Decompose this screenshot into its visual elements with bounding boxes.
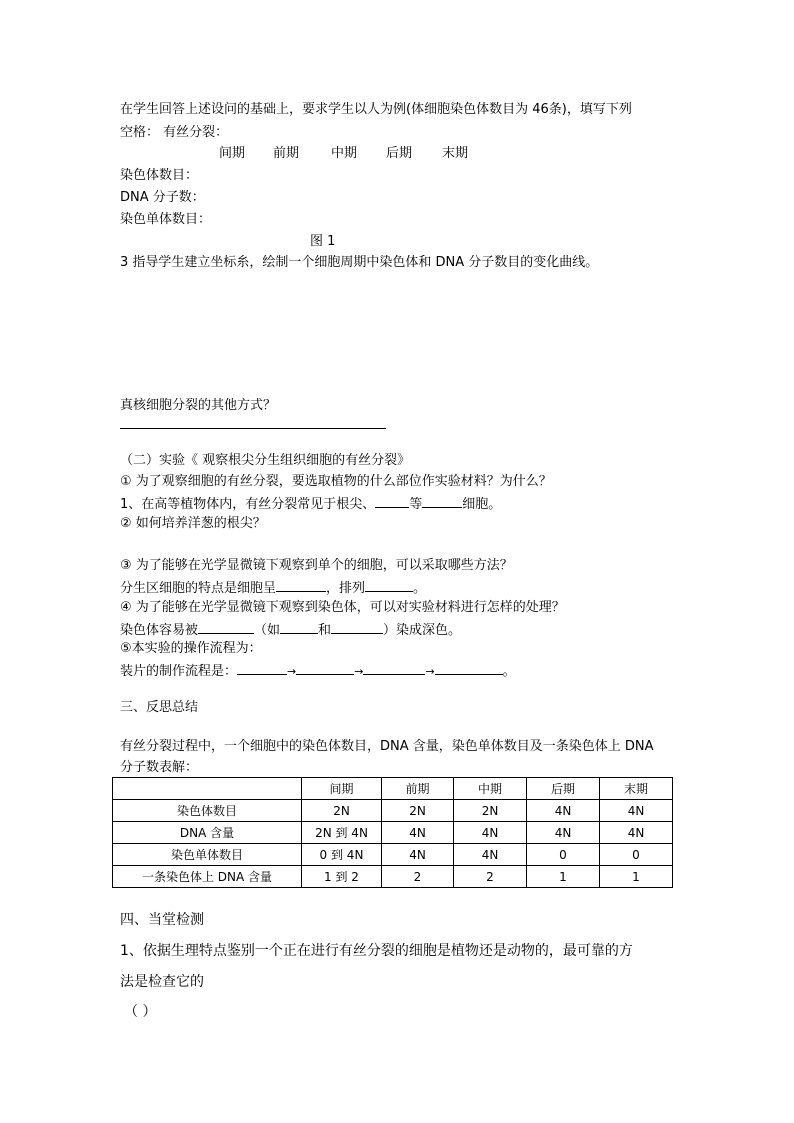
answer-line [120, 428, 386, 429]
table-header-cell: 后期 [527, 778, 600, 800]
answer-5-prefix: 装片的制作流程是： [120, 664, 238, 679]
flow-arrow: → [354, 665, 364, 678]
intro-line-2: 空格： 有丝分裂： [120, 125, 229, 140]
fill-blank[interactable] [375, 494, 409, 508]
table-cell: 0 [600, 844, 673, 866]
flow-arrow: → [425, 665, 435, 678]
table-cell: 4N [454, 822, 527, 844]
fill-blank[interactable] [276, 578, 326, 592]
row-header: 一条染色体上 DNA 含量 [113, 866, 302, 888]
step-3: 3 指导学生建立坐标糸，绘制一个细胞周期中染色体和 DNA 分子数目的变化曲线。 [120, 255, 599, 270]
fill-blank[interactable] [198, 620, 254, 634]
summary-line-1: 有丝分裂过程中，一个细胞中的染色体数目，DNA 含量，染色单体数目及一条染色体上 DNA [120, 739, 654, 754]
phase-label: 中期 [331, 146, 358, 161]
test-question-1-line-1: 1、依据生理特点鉴别一个正在进行有丝分裂的细胞是植物还是动物的，最可靠的方 [120, 943, 633, 959]
answer-1-prefix: 1、在高等植物体内，有丝分裂常见于根尖、 [120, 497, 376, 512]
table-cell: 4N [382, 844, 454, 866]
experiment-title: （二）实验《 观察根尖分生组织细胞的有丝分裂》 [120, 453, 411, 468]
flow-arrow: → [287, 665, 297, 678]
phase-label: 前期 [273, 146, 300, 161]
answer-4-mid2: 和 [318, 623, 332, 638]
summary-line-2: 分子数表解： [120, 760, 199, 775]
table-cell: 4N [527, 822, 600, 844]
fill-blank[interactable] [365, 578, 413, 592]
test-question-1-line-2: 法是检查它的 [120, 974, 204, 990]
table-header-cell [113, 778, 302, 800]
answer-5-suffix: 。 [502, 664, 516, 679]
table-cell: 1 [600, 866, 673, 888]
table-header-cell: 末期 [600, 778, 673, 800]
table-cell: 1 [527, 866, 600, 888]
answer-4-prefix: 染色体容易被 [120, 623, 199, 638]
question-4: ④ 为了能够在光学显微镜下观察到染色体，可以对实验材料进行怎样的处理？ [120, 600, 565, 615]
row-header: DNA 含量 [113, 822, 302, 844]
answer-1-suffix: 细胞。 [462, 497, 502, 512]
figure-label: 图 1 [310, 234, 336, 249]
row-header: 染色体数目 [113, 800, 302, 822]
table-cell: 4N [600, 800, 673, 822]
table-cell: 0 [527, 844, 600, 866]
answer-3-mid: ，排列 [326, 581, 366, 596]
table-cell: 2N [302, 800, 382, 822]
question-2: ② 如何培养洋葱的根尖？ [120, 516, 266, 531]
answer-3-prefix: 分生区细胞的特点是细胞呈 [120, 581, 277, 596]
fill-blank[interactable] [363, 661, 425, 675]
answer-4-suffix: ）染成深色。 [383, 623, 462, 638]
table-cell: 4N [382, 822, 454, 844]
table-header-cell: 间期 [302, 778, 382, 800]
table-header-cell: 前期 [382, 778, 454, 800]
table-cell: 2N [454, 800, 527, 822]
phase-label: 后期 [386, 146, 413, 161]
row-header: 染色单体数目 [113, 844, 302, 866]
answer-parentheses[interactable]: （ ） [124, 1004, 157, 1020]
fill-blank[interactable] [331, 620, 383, 634]
question-5: ⑤本实验的操作流程为： [120, 641, 262, 656]
phase-label: 末期 [442, 146, 469, 161]
table-row [113, 822, 673, 844]
answer-1-mid: 等 [409, 497, 423, 512]
fill-blank[interactable] [296, 661, 354, 675]
intro-line-1: 在学生回答上述设问的基础上，要求学生以人为例(体细胞染色体数目为 46条)，填写下列 [120, 102, 632, 117]
row-chromatid-label: 染色单体数目： [120, 212, 212, 227]
phase-label: 间期 [219, 146, 246, 161]
table-cell: 4N [600, 822, 673, 844]
answer-3-suffix: 。 [413, 581, 427, 596]
table-header-row [113, 778, 673, 800]
table-cell: 2N [382, 800, 454, 822]
table-cell: 2N 到 4N [302, 822, 382, 844]
table-cell: 2 [454, 866, 527, 888]
table-cell: 0 到 4N [302, 844, 382, 866]
table-cell: 2 [382, 866, 454, 888]
table-cell: 1 到 2 [302, 866, 382, 888]
section-3-title: 三、反思总结 [120, 700, 199, 715]
section-4-title: 四、当堂检测 [120, 912, 204, 928]
other-division-question: 真核细胞分裂的其他方式？ [120, 398, 277, 413]
row-dna-label: DNA 分子数： [120, 190, 205, 205]
table-row [113, 844, 673, 866]
row-chromosome-label: 染色体数目： [120, 168, 199, 183]
answer-4-mid1: （如 [254, 623, 281, 638]
fill-blank[interactable] [280, 620, 318, 634]
answer-3 [120, 578, 426, 598]
table-row [113, 800, 673, 822]
table-cell: 4N [454, 844, 527, 866]
table-row [113, 866, 673, 888]
answer-1 [120, 494, 501, 514]
fill-blank[interactable] [237, 661, 287, 675]
table-cell: 4N [527, 800, 600, 822]
question-1: ① 为了观察细胞的有丝分裂，要选取植物的什么部位作实验材料？为什么？ [120, 474, 552, 489]
answer-5 [120, 661, 516, 681]
answer-4 [120, 620, 461, 640]
table-header-cell: 中期 [454, 778, 527, 800]
question-3: ③ 为了能够在光学显微镜下观察到单个的细胞，可以采取哪些方法？ [120, 558, 513, 573]
summary-table [112, 777, 673, 888]
fill-blank[interactable] [422, 494, 462, 508]
fill-blank[interactable] [435, 661, 503, 675]
